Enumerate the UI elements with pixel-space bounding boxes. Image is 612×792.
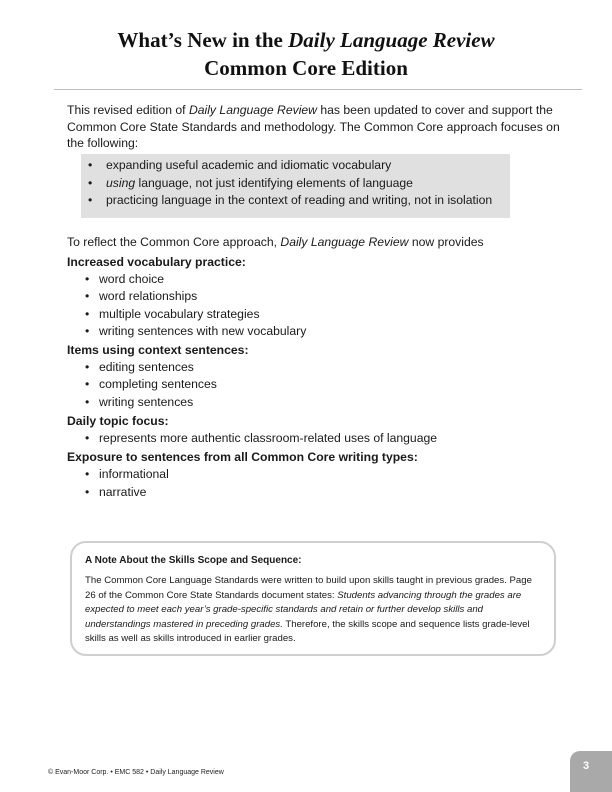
section-heading: Items using context sentences: xyxy=(67,343,249,358)
feature-sections xyxy=(67,254,547,503)
focus-item-text: language, not just identifying elements of language xyxy=(135,175,413,190)
focus-item-emphasis: using xyxy=(106,175,136,190)
note-text-end: Therefore, the skills scope and sequence lists grade-level skills as well as skills introduced in earlier grades. xyxy=(85,618,530,645)
section-list xyxy=(67,430,547,447)
note-body xyxy=(85,574,542,647)
focus-box xyxy=(81,154,510,218)
intro-text-start: This revised edition of xyxy=(67,103,189,117)
section-list-item: • represents more authentic classroom-related uses of language xyxy=(67,430,547,447)
section-list xyxy=(67,359,547,411)
section-list-item: • word choice xyxy=(67,271,547,288)
title-book-name: Daily Language Review xyxy=(288,28,495,52)
title-line xyxy=(0,26,612,54)
footer-copyright: © Evan-Moor Corp. • EMC 582 • Daily Language Review xyxy=(48,769,224,776)
focus-list xyxy=(81,154,510,210)
section-list-item: • informational xyxy=(67,466,547,483)
focus-item xyxy=(88,192,510,210)
section-list xyxy=(67,466,547,501)
intro-paragraph xyxy=(67,102,567,152)
title-prefix: What’s New in the xyxy=(117,28,289,52)
focus-item-text: practicing language in the context of reading and writing, not in isolation xyxy=(106,193,493,207)
focus-item-text: expanding useful academic and idiomatic vocabulary xyxy=(106,158,392,172)
section-list-item: • editing sentences xyxy=(67,359,547,376)
page-subtitle: Common Core Edition xyxy=(204,56,408,80)
section-list-item: • word relationships xyxy=(67,288,547,305)
provides-paragraph xyxy=(67,234,484,250)
section-heading: Increased vocabulary practice: xyxy=(67,255,246,269)
intro-book-name: Daily Language Review xyxy=(188,103,317,117)
section-list-item: • writing sentences xyxy=(67,394,547,411)
page-number-tab xyxy=(570,751,612,792)
section-list-item: • writing sentences with new vocabulary xyxy=(67,323,547,340)
note-quote: Students advancing through the grades are expected to meet each year’s grade-specific standards and retain or further develop skills and understandings mastered in preceding grades. xyxy=(85,589,522,630)
section-list-item: • multiple vocabulary strategies xyxy=(67,306,547,323)
title-divider xyxy=(54,89,582,90)
note-box xyxy=(70,541,556,656)
focus-item xyxy=(88,157,510,175)
page-title xyxy=(0,26,612,82)
focus-item xyxy=(88,175,510,193)
section-list xyxy=(67,271,547,340)
intro-text-end: has been updated to cover and support the Common Core State Standards and methodology. The Common Core approach focuses on the following: xyxy=(67,103,560,150)
page-number: 3 xyxy=(582,760,590,772)
section-list-item: • narrative xyxy=(67,484,547,501)
provides-book-name: Daily Language Review xyxy=(280,235,409,249)
provides-text-end: now provides xyxy=(408,235,484,249)
note-heading: A Note About the Skills Scope and Sequence: xyxy=(85,555,302,566)
section-heading: Exposure to sentences from all Common Core writing types: xyxy=(67,450,418,465)
section-list-item: • completing sentences xyxy=(67,376,547,393)
section-heading: Daily topic focus: xyxy=(67,414,169,429)
provides-text-start: To reflect the Common Core approach, xyxy=(67,235,281,249)
note-text-start: The Common Core Language Standards were written to build upon skills taught in previous grades. Page 26 of the Common Core State Standards document states: xyxy=(85,575,532,601)
